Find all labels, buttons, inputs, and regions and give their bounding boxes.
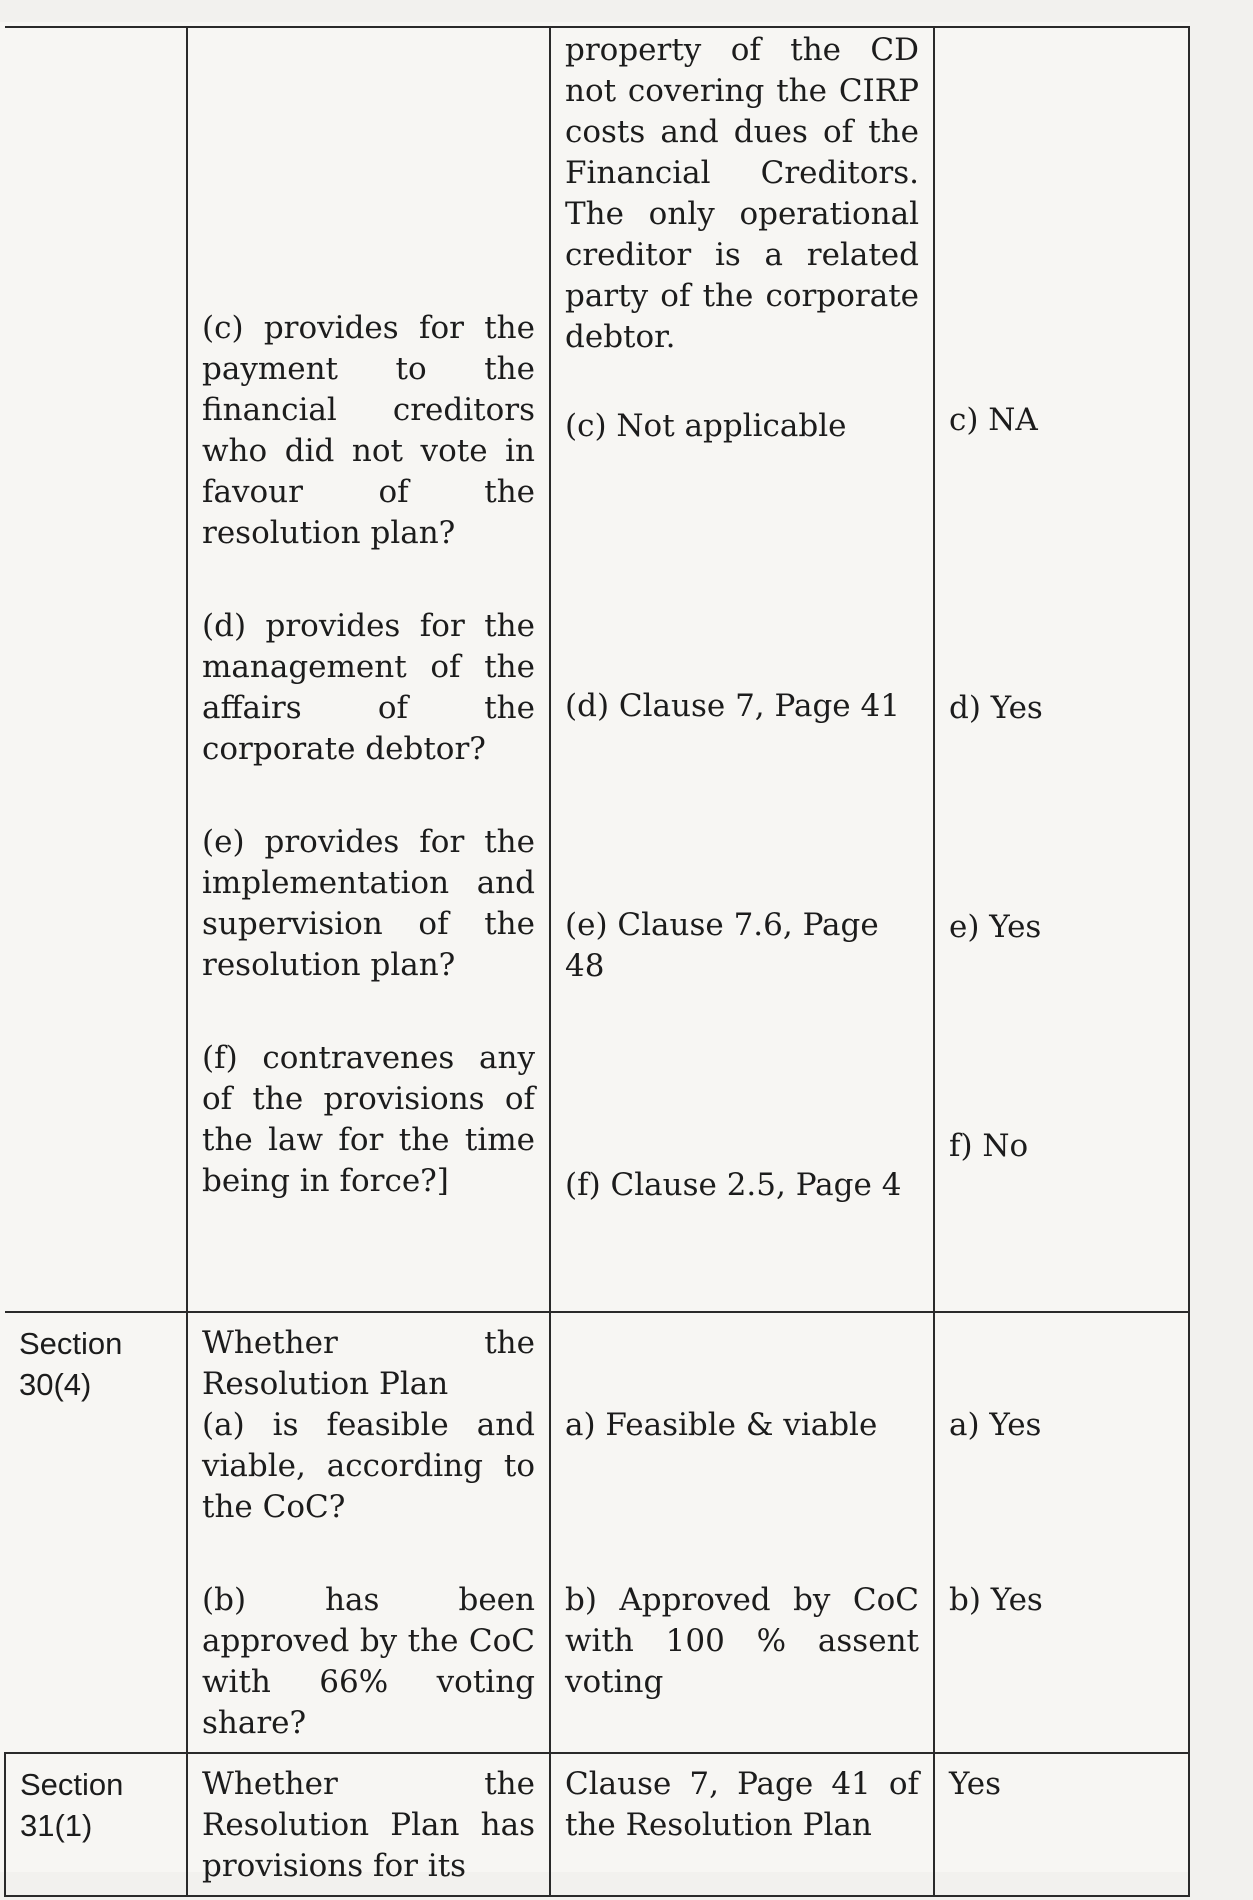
- reference-d: (d) Clause 7, Page 41: [565, 688, 900, 724]
- answer-cell: [934, 27, 1189, 1312]
- reference-e: (e) Clause 7.6, Page 48: [565, 907, 879, 984]
- answer-cell: [934, 1312, 1189, 1753]
- section-label: Section 31(1): [20, 1767, 124, 1843]
- section-cell: [5, 27, 187, 1312]
- question-cell: [187, 27, 550, 1312]
- answer-e: e) Yes: [949, 909, 1042, 945]
- reference-a: a) Feasible & viable: [565, 1407, 878, 1443]
- reference-cell: [550, 1312, 934, 1753]
- answer-a: a) Yes: [949, 1407, 1042, 1443]
- answer-b: b) Yes: [949, 1582, 1043, 1618]
- section-cell: [5, 1312, 187, 1753]
- answer-d: d) Yes: [949, 690, 1043, 726]
- question-intro: Whether the Resolution Plan: [202, 1325, 535, 1402]
- reference-c: (c) Not applicable: [565, 408, 847, 444]
- section-label: Section 30(4): [19, 1326, 123, 1402]
- question-d: (d) provides for the management of the affairs of the corporate debtor?: [202, 608, 535, 767]
- reference-text: Clause 7, Page 41 of the Resolution Plan: [565, 1766, 919, 1843]
- table-row-section-30-4: [5, 1312, 1189, 1753]
- reference-f: (f) Clause 2.5, Page 4: [565, 1167, 902, 1203]
- compliance-table: [4, 26, 1190, 1897]
- table-row-continuation: [5, 27, 1189, 1312]
- question-b: (b) has been approved by the CoC with 66% voting share?: [202, 1582, 535, 1741]
- question-a: (a) is feasible and viable, according to the CoC?: [202, 1407, 535, 1525]
- question-c: (c) provides for the payment to the financial creditors who did not vote in favour of the resolution plan?: [202, 310, 535, 551]
- section-cell: [5, 1753, 187, 1896]
- answer-text: Yes: [949, 1766, 1002, 1802]
- reference-cell: [550, 1753, 934, 1896]
- question-cell: [187, 1753, 550, 1896]
- reference-cell: [550, 27, 934, 1312]
- table-row-section-31-1: [5, 1753, 1189, 1896]
- answer-c: c) NA: [949, 402, 1038, 438]
- question-f: (f) contravenes any of the provisions of the law for the time being in force?]: [202, 1040, 535, 1199]
- reference-continued-text: property of the CD not covering the CIRP costs and dues of the Financial Creditors. The only operational creditor is a related party of the corporate debtor.: [565, 32, 919, 355]
- question-e: (e) provides for the implementation and supervision of the resolution plan?: [202, 824, 535, 983]
- answer-cell: [934, 1753, 1189, 1896]
- question-cell: [187, 1312, 550, 1753]
- answer-f: f) No: [949, 1128, 1029, 1164]
- reference-b: b) Approved by CoC with 100 % assent voting: [565, 1582, 919, 1700]
- question-text: Whether the Resolution Plan has provisions for its: [202, 1766, 535, 1884]
